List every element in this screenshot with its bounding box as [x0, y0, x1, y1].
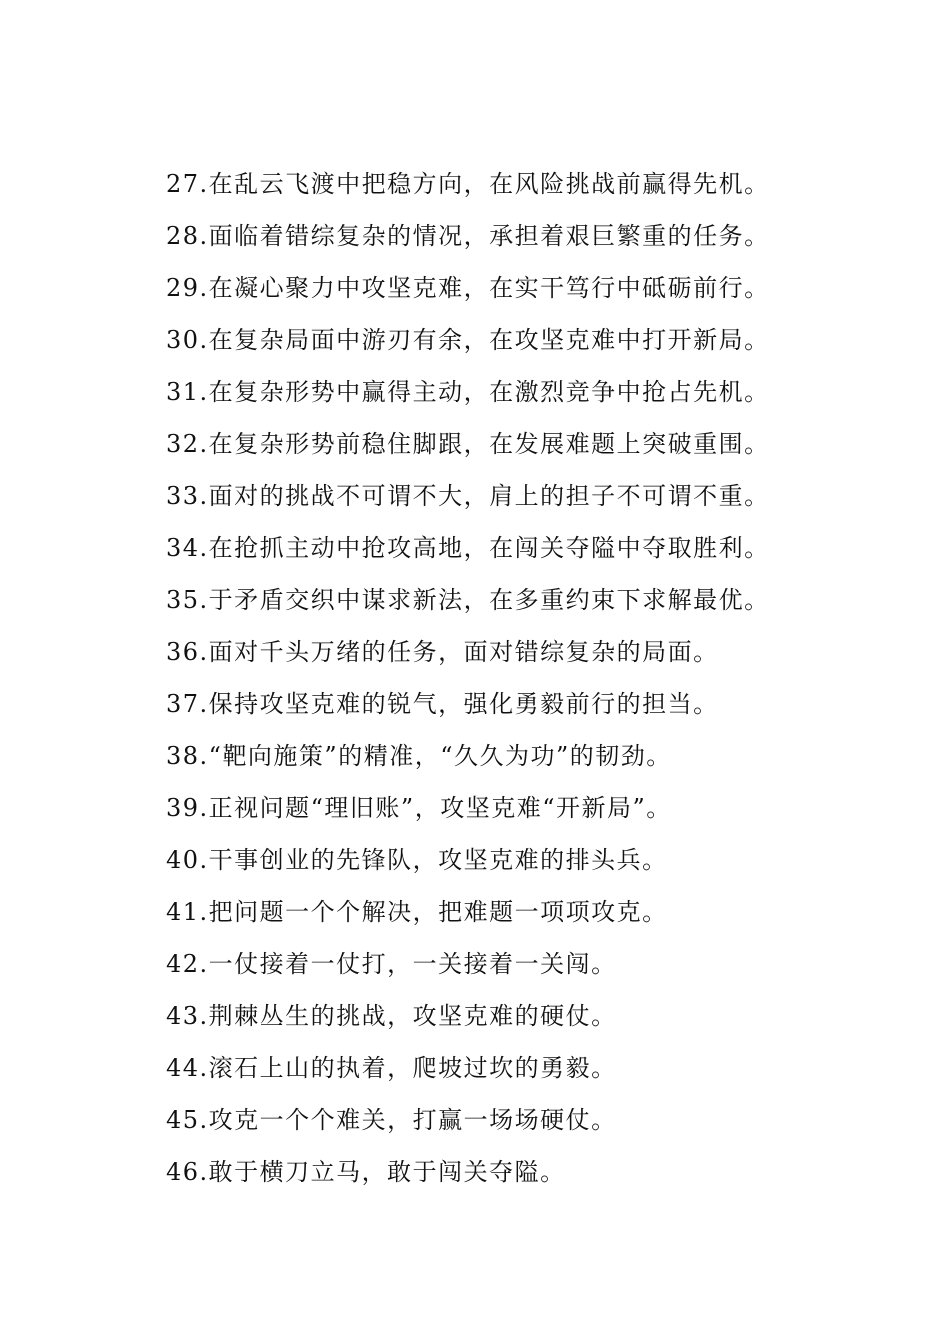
list-item: 46.敢于横刀立马，敢于闯关夺隘。 — [166, 1158, 566, 1186]
list-item: 29.在凝心聚力中攻坚克难，在实干笃行中砥砺前行。 — [166, 274, 770, 302]
list-item: 39.正视问题“理旧账”，攻坚克难“开新局”。 — [166, 794, 672, 822]
list-item: 33.面对的挑战不可谓不大，肩上的担子不可谓不重。 — [166, 482, 770, 510]
list-item: 27.在乱云飞渡中把稳方向，在风险挑战前赢得先机。 — [166, 170, 770, 198]
list-item: 37.保持攻坚克难的锐气，强化勇毅前行的担当。 — [166, 690, 719, 718]
list-item: 45.攻克一个个难关，打赢一场场硬仗。 — [166, 1106, 617, 1134]
list-item: 32.在复杂形势前稳住脚跟，在发展难题上突破重围。 — [166, 430, 770, 458]
list-item: 28.面临着错综复杂的情况，承担着艰巨繁重的任务。 — [166, 222, 770, 250]
list-item: 35.于矛盾交织中谋求新法，在多重约束下求解最优。 — [166, 586, 770, 614]
list-item: 40.干事创业的先锋队，攻坚克难的排头兵。 — [166, 846, 668, 874]
numbered-phrase-list — [166, 158, 806, 1198]
list-item: 30.在复杂局面中游刃有余，在攻坚克难中打开新局。 — [166, 326, 770, 354]
list-item: 42.一仗接着一仗打，一关接着一关闯。 — [166, 950, 617, 978]
list-item: 43.荆棘丛生的挑战，攻坚克难的硬仗。 — [166, 1002, 617, 1030]
list-item: 44.滚石上山的执着，爬坡过坎的勇毅。 — [166, 1054, 617, 1082]
list-item: 36.面对千头万绪的任务，面对错综复杂的局面。 — [166, 638, 719, 666]
list-item: 41.把问题一个个解决，把难题一项项攻克。 — [166, 898, 668, 926]
list-item: 34.在抢抓主动中抢攻高地，在闯关夺隘中夺取胜利。 — [166, 534, 770, 562]
list-item: 31.在复杂形势中赢得主动，在激烈竞争中抢占先机。 — [166, 378, 770, 406]
list-item: 38.“靶向施策”的精准，“久久为功”的韧劲。 — [166, 742, 672, 770]
